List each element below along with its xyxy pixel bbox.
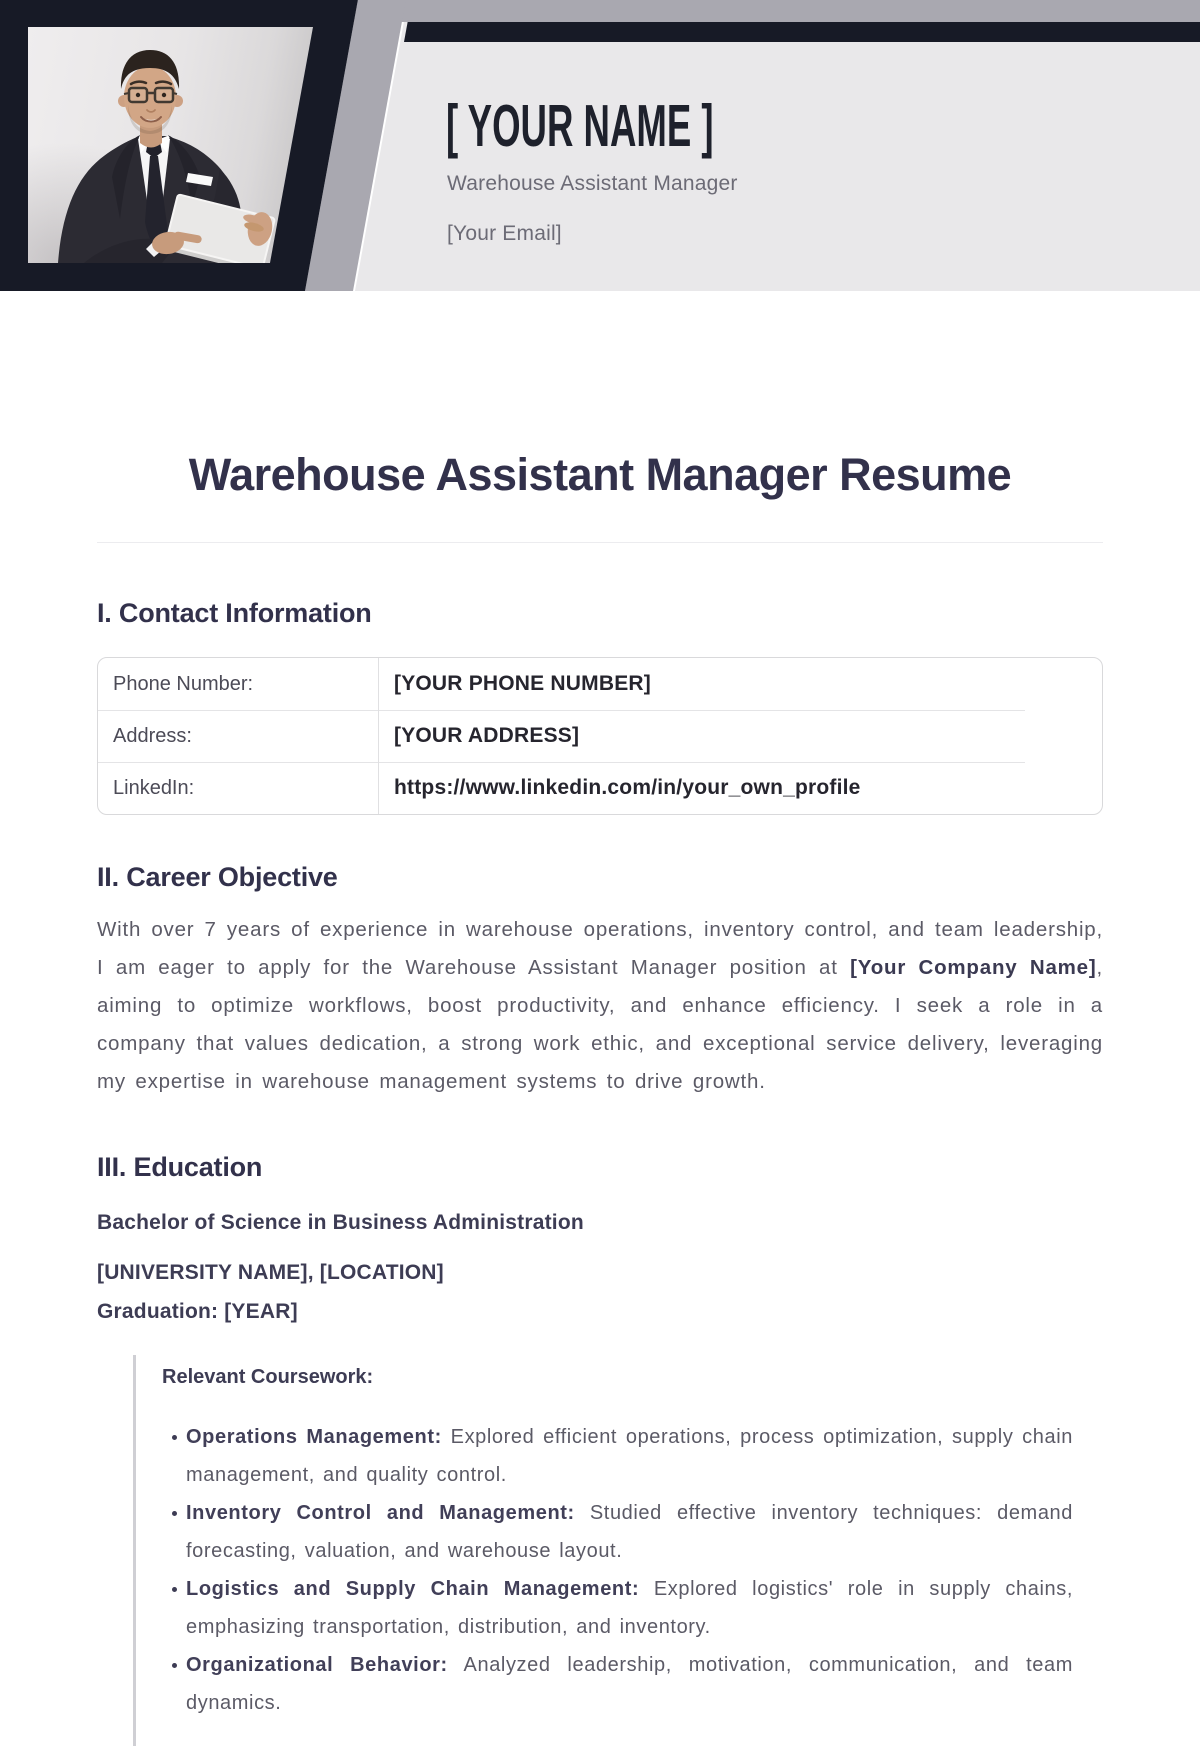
coursework-block [133, 1355, 1103, 1746]
header-top-gray-strip [354, 0, 1200, 22]
profile-photo [28, 27, 313, 263]
coursework-item: Organizational Behavior: Analyzed leadership, motivation, communication, and team dynamics. [186, 1646, 1073, 1722]
candidate-name: [ YOUR NAME ] [446, 93, 714, 159]
graduation-line: Graduation: [YEAR] [97, 1300, 298, 1323]
coursework-item: Operations Management: Explored efficient operations, process optimization, supply chain management, and quality control. [186, 1418, 1073, 1494]
contact-table [97, 657, 1103, 815]
coursework-list [162, 1418, 1073, 1722]
resume-document [97, 448, 1103, 1746]
contact-row-label: Address: [98, 710, 379, 762]
header-banner [0, 0, 1200, 291]
contact-row [98, 658, 1102, 710]
objective-paragraph [97, 911, 1103, 1101]
contact-row [98, 762, 1102, 814]
objective-section-heading: II. Career Objective [97, 862, 338, 892]
contact-section-heading: I. Contact Information [97, 598, 372, 628]
institution-line: [UNIVERSITY NAME], [LOCATION] [97, 1261, 444, 1284]
objective-text-part: With over 7 years of experience in warehouse operations, inventory control, and team leadership, I am eager to apply for the Warehouse Assistant Manager position at [97, 918, 1103, 979]
coursework-item-title: Inventory Control and Management: [186, 1502, 575, 1524]
candidate-job-title: Warehouse Assistant Manager [447, 172, 738, 195]
contact-row-value: [YOUR ADDRESS] [394, 724, 580, 747]
title-divider [97, 542, 1103, 543]
degree-line: Bachelor of Science in Business Administration [97, 1211, 584, 1234]
objective-text-part: [Your Company Name] [850, 956, 1097, 979]
header-dark-accent-bar [404, 22, 1200, 42]
coursework-item-title: Organizational Behavior: [186, 1654, 448, 1676]
education-section-heading: III. Education [97, 1152, 263, 1182]
coursework-item-title: Operations Management: [186, 1426, 442, 1448]
coursework-label: Relevant Coursework: [162, 1366, 374, 1388]
contact-row-label: LinkedIn: [98, 762, 379, 814]
contact-row-value: https://www.linkedin.com/in/your_own_profile [394, 776, 861, 799]
contact-row [98, 710, 1102, 762]
contact-row-label: Phone Number: [98, 658, 379, 710]
candidate-email: [Your Email] [447, 222, 562, 245]
coursework-item-title: Logistics and Supply Chain Management: [186, 1578, 640, 1600]
page-title: Warehouse Assistant Manager Resume [188, 449, 1012, 500]
objective-text-part: , aiming to optimize workflows, boost productivity, and enhance efficiency. I seek a role in a company that values dedication, a strong work ethic, and exceptional service delivery, leveraging my expertise in warehouse management systems to drive growth. [97, 956, 1104, 1093]
coursework-item: Logistics and Supply Chain Management: Explored logistics' role in supply chains, emphasizing transportation, distribution, and inventory. [186, 1570, 1073, 1646]
contact-row-value: [YOUR PHONE NUMBER] [394, 672, 651, 695]
coursework-item: Inventory Control and Management: Studied effective inventory techniques: demand forecasting, valuation, and warehouse layout. [186, 1494, 1073, 1570]
